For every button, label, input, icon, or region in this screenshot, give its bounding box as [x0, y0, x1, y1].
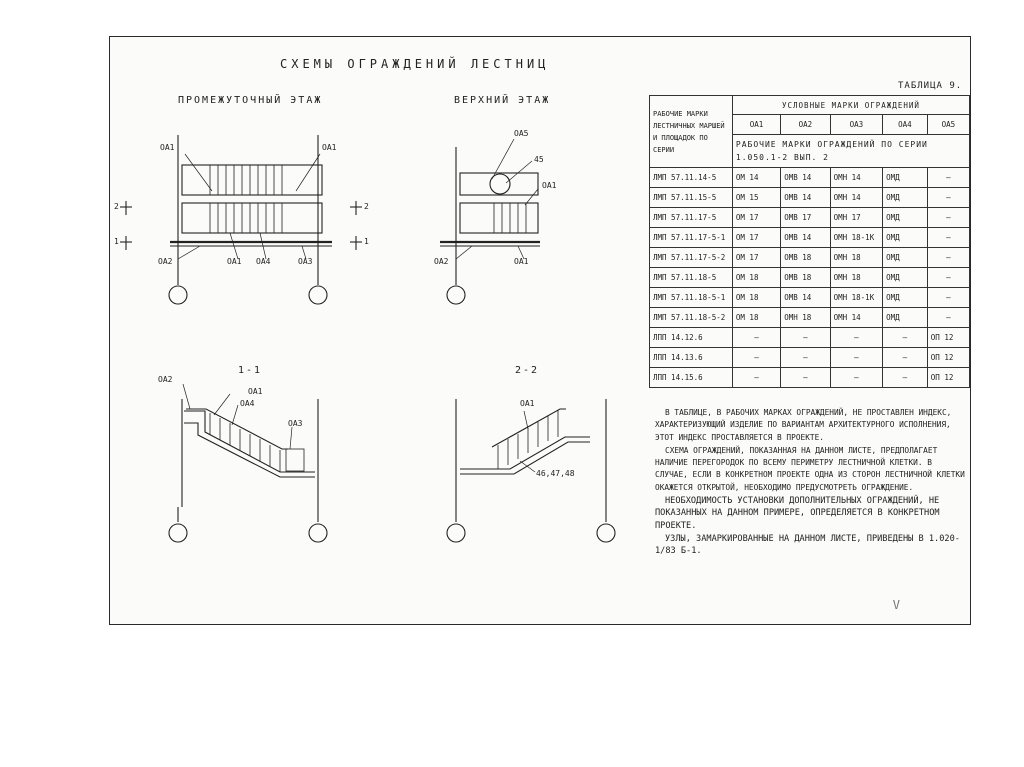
cell: ЛМП 57.11.17-5-2 [650, 248, 733, 268]
cell: ОМД [883, 188, 928, 208]
cell: ОП 12 [927, 348, 969, 368]
label-oa3: ОА3 [298, 257, 313, 266]
cut-mark-1-left: 1 [114, 237, 119, 246]
cell: — [883, 328, 928, 348]
subheader-oa5: ОА5 [927, 115, 969, 135]
note-4: УЗЛЫ, ЗАМАРКИРОВАННЫЕ НА ДАННОМ ЛИСТЕ, ПРИВЕДЕНЫ В 1.020-1/83 Б-1. [655, 533, 960, 557]
cell: ОМ 14 [732, 168, 780, 188]
cell: — [927, 268, 969, 288]
cell: ЛПП 14.12.6 [650, 328, 733, 348]
cell: — [927, 208, 969, 228]
table-row [650, 348, 970, 368]
section-1-1-label: 1-1 [238, 365, 263, 376]
sheet-title: СХЕМЫ ОГРАЖДЕНИЙ ЛЕСТНИЦ [280, 57, 550, 71]
cell: ЛМП 57.11.17-5-1 [650, 228, 733, 248]
cell: ОМ 17 [732, 248, 780, 268]
cell: — [927, 308, 969, 328]
cell: ОМН 18-1К [830, 228, 883, 248]
label-oa2-sec1: ОА2 [158, 375, 173, 384]
label-oa1-sec1: ОА1 [248, 387, 263, 396]
cut-mark-2-left: 2 [114, 202, 119, 211]
cell: — [927, 288, 969, 308]
table-row [650, 248, 970, 268]
cell: ОМН 18-1К [830, 288, 883, 308]
table-row [650, 268, 970, 288]
table-row [650, 288, 970, 308]
cell: ОМН 18 [830, 268, 883, 288]
span-header: РАБОЧИЕ МАРКИ ОГРАЖДЕНИЙ ПО СЕРИИ 1.050.1-2 ВЫП. 2 [732, 135, 969, 168]
col-stair-marks-header: РАБОЧИЕ МАРКИ ЛЕСТНИЧНЫХ МАРШЕЙ И ПЛОЩАДОК ПО СЕРИИ [650, 96, 733, 168]
cell: — [781, 368, 830, 388]
label-oa1-b: ОА1 [322, 143, 337, 152]
group-header: УСЛОВНЫЕ МАРКИ ОГРАЖДЕНИЙ [732, 96, 969, 115]
subheader-oa3: ОА3 [830, 115, 883, 135]
cell: ОМВ 18 [781, 248, 830, 268]
cell: ОМ 18 [732, 268, 780, 288]
cell: — [781, 328, 830, 348]
cell: — [830, 348, 883, 368]
cell: ОМН 14 [830, 168, 883, 188]
table-row [650, 188, 970, 208]
cell: ОМН 17 [830, 208, 883, 228]
table-row [650, 208, 970, 228]
cell: ОМ 18 [732, 288, 780, 308]
cell: ОМД [883, 248, 928, 268]
cell: — [732, 348, 780, 368]
railing-marks-table [649, 95, 970, 388]
cell: — [883, 368, 928, 388]
top-floor-heading: ВЕРХНИЙ ЭТАЖ [454, 95, 551, 106]
intermediate-floor-heading: ПРОМЕЖУТОЧНЫЙ ЭТАЖ [178, 95, 323, 106]
section-2-2-label: 2-2 [515, 365, 540, 376]
note-3: НЕОБХОДИМОСТЬ УСТАНОВКИ ДОПОЛНИТЕЛЬНЫХ ОГРАЖДЕНИЙ, НЕ ПОКАЗАННЫХ НА ДАННОМ ПРИМЕРЕ, ОПРЕДЕЛЯЕТСЯ В КОНКРЕТНОМ ПРОЕКТЕ. [655, 496, 940, 531]
table-row [650, 308, 970, 328]
cut-mark-2-right: 2 [364, 202, 369, 211]
table-row [650, 368, 970, 388]
cell: ЛМП 57.11.18-5-1 [650, 288, 733, 308]
cell: — [781, 348, 830, 368]
cell: ОМВ 17 [781, 208, 830, 228]
cell: — [927, 228, 969, 248]
cell: ЛМП 57.11.14-5 [650, 168, 733, 188]
table-header-row [650, 96, 970, 115]
cell: — [927, 248, 969, 268]
cell: ОМ 18 [732, 308, 780, 328]
cell: ОМВ 18 [781, 268, 830, 288]
table-row [650, 168, 970, 188]
cell: ОМД [883, 228, 928, 248]
cell: ЛМП 57.11.17-5 [650, 208, 733, 228]
cell: ОМВ 14 [781, 168, 830, 188]
drawing-sheet [109, 36, 971, 625]
cell: ОМВ 14 [781, 228, 830, 248]
cell: ОМВ 14 [781, 288, 830, 308]
cell: ЛМП 57.11.18-5-2 [650, 308, 733, 328]
cell: ОМД [883, 268, 928, 288]
cell: ОМ 17 [732, 208, 780, 228]
subheader-oa1: ОА1 [732, 115, 780, 135]
table-row [650, 228, 970, 248]
cell: ОП 12 [927, 368, 969, 388]
table-row [650, 328, 970, 348]
label-oa3-sec1: ОА3 [288, 419, 303, 428]
cell: ОМД [883, 308, 928, 328]
cell: — [732, 368, 780, 388]
cell: ЛПП 14.13.6 [650, 348, 733, 368]
label-oa1-c: ОА1 [227, 257, 242, 266]
plan-top-floor [440, 139, 540, 304]
label-oa4: ОА4 [256, 257, 271, 266]
cell: ОП 12 [927, 328, 969, 348]
label-oa4-sec1: ОА4 [240, 399, 255, 408]
note-2: СХЕМА ОГРАЖДЕНИЙ, ПОКАЗАННАЯ НА ДАННОМ ЛИСТЕ, ПРЕДПОЛАГАЕТ НАЛИЧИЕ ПЕРЕГОРОДОК ПО ВСЕМУ ПЕРИМЕТРУ ЛЕСТНИЧНОЙ КЛЕТКИ. В СЛУЧАЕ, ЕСЛИ В КОНКРЕТНОМ ПРОЕКТЕ ОДНА ИЗ СТОРОН ЛЕСТНИЧНОЙ КЛЕТКИ ОКАЖЕТСЯ ОТКРЫТОЙ, НЕОБХОДИМО ПРЕДУСМОТРЕТЬ ОГРАЖДЕНИЕ. [655, 445, 965, 492]
cell: — [883, 348, 928, 368]
label-oa1-top: ОА1 [542, 181, 557, 190]
cell: ОМВ 14 [781, 188, 830, 208]
label-oa1-sec2: ОА1 [520, 399, 535, 408]
note-1: В ТАБЛИЦЕ, В РАБОЧИХ МАРКАХ ОГРАЖДЕНИЙ, НЕ ПРОСТАВЛЕН ИНДЕКС, ХАРАКТЕРИЗУЮЩИЙ ИЗДЕЛИЕ ПО ВАРИАНТАМ АРХИТЕКТУРНОГО ИСПОЛНЕНИЯ, ЭТОТ ИНДЕКС ПРОСТАВЛЯЕТСЯ В ПРОЕКТЕ. [655, 408, 952, 442]
cut-mark-1-right: 1 [364, 237, 369, 246]
cell: ОМД [883, 288, 928, 308]
cell: — [927, 188, 969, 208]
subheader-oa4: ОА4 [883, 115, 928, 135]
notes-block [655, 407, 965, 559]
label-oa5: ОА5 [514, 129, 529, 138]
section-2-2 [447, 399, 615, 542]
cell: — [732, 328, 780, 348]
label-46-48: 46,47,48 [536, 469, 575, 478]
label-oa1-a: ОА1 [160, 143, 175, 152]
subheader-oa2: ОА2 [781, 115, 830, 135]
label-oa1-top-b: ОА1 [514, 257, 529, 266]
cell: ЛМП 57.11.18-5 [650, 268, 733, 288]
cell: ОМД [883, 208, 928, 228]
cell: ЛПП 14.15.6 [650, 368, 733, 388]
cell: ОМН 18 [781, 308, 830, 328]
label-45: 45 [534, 155, 544, 164]
cell: — [830, 328, 883, 348]
corner-check-mark: V [892, 598, 900, 612]
cell: ОМН 18 [830, 248, 883, 268]
cell: ОМН 14 [830, 188, 883, 208]
cell: — [830, 368, 883, 388]
label-oa2-top: ОА2 [434, 257, 449, 266]
label-oa2: ОА2 [158, 257, 173, 266]
cell: ОМ 17 [732, 228, 780, 248]
cell: — [927, 168, 969, 188]
cell: ОМД [883, 168, 928, 188]
cell: ОМ 15 [732, 188, 780, 208]
cell: ОМН 14 [830, 308, 883, 328]
cell: ЛМП 57.11.15-5 [650, 188, 733, 208]
plan-intermediate-floor [120, 135, 362, 304]
table-caption: ТАБЛИЦА 9. [898, 81, 963, 91]
